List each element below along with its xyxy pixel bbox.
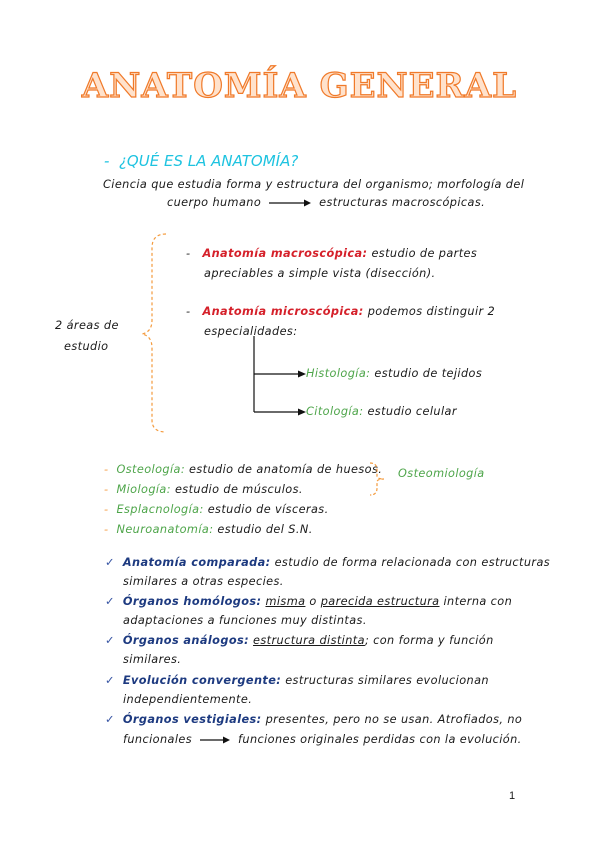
list-item bbox=[104, 483, 303, 496]
macro-text: estudio de partes bbox=[367, 247, 478, 260]
list-text: estudio de vísceras. bbox=[203, 503, 329, 516]
check-term: Órganos análogos: bbox=[122, 634, 250, 647]
check-item-homologos-line-2: adaptaciones a funciones muy distintas. bbox=[123, 614, 367, 627]
check-term: Anatomía comparada: bbox=[122, 556, 271, 569]
histologia-term: Histología: bbox=[306, 367, 371, 380]
check-item-vestigiales-line-2 bbox=[123, 733, 522, 746]
specialty-arrows bbox=[248, 334, 308, 418]
heading-dash: - bbox=[104, 152, 110, 170]
citologia-term: Citología: bbox=[306, 405, 364, 418]
macro-line-1 bbox=[186, 247, 477, 260]
check-text: presentes, pero no se usan. Atrofiados, no bbox=[261, 713, 523, 726]
check-text: ; con forma y función bbox=[364, 634, 494, 647]
histologia-line bbox=[306, 367, 482, 380]
check-item-analogos bbox=[105, 634, 494, 647]
check-item-homologos bbox=[105, 595, 512, 608]
check-text: estudio de forma relacionada con estructuras bbox=[270, 556, 551, 569]
check-item-comparada-line-2: similares a otras especies. bbox=[123, 575, 284, 588]
micro-line-2: especialidades: bbox=[204, 325, 298, 338]
micro-line-1 bbox=[186, 305, 495, 318]
list-text: estudio de músculos. bbox=[170, 483, 303, 496]
page-title: ANATOMÍA GENERAL bbox=[81, 66, 518, 106]
check-term: Órganos homólogos: bbox=[122, 595, 262, 608]
histologia-text: estudio de tejidos bbox=[370, 367, 483, 380]
check-text: funcionales bbox=[123, 733, 193, 746]
list-dash: - bbox=[104, 503, 109, 516]
check-icon: ✓ bbox=[105, 713, 115, 726]
definition-line-1: Ciencia que estudia forma y estructura del organismo; morfología del bbox=[103, 178, 525, 191]
check-term: Órganos vestigiales: bbox=[122, 713, 262, 726]
check-icon: ✓ bbox=[105, 674, 115, 687]
underlined-word: misma bbox=[265, 595, 306, 608]
areas-bracket bbox=[140, 228, 170, 438]
micro-dash: - bbox=[186, 305, 191, 318]
list-text: estudio de anatomía de huesos. bbox=[185, 463, 383, 476]
definition-part-a: cuerpo humano bbox=[167, 196, 262, 209]
list-term: Esplacnología: bbox=[116, 503, 204, 516]
page-number: 1 bbox=[509, 790, 516, 802]
check-item-comparada bbox=[105, 556, 550, 569]
micro-text: podemos distinguir 2 bbox=[363, 305, 496, 318]
list-term: Miología: bbox=[116, 483, 171, 496]
micro-term: Anatomía microscópica: bbox=[202, 305, 364, 318]
heading-text: ¿QUÉ ES LA ANATOMÍA? bbox=[118, 152, 299, 170]
list-item bbox=[104, 523, 313, 536]
arrow-right-icon bbox=[199, 735, 231, 745]
definition-part-b: estructuras macroscópicas. bbox=[319, 196, 486, 209]
list-dash: - bbox=[104, 463, 109, 476]
check-item-convergente bbox=[105, 674, 489, 687]
osteo-bracket bbox=[368, 460, 390, 498]
section-heading bbox=[104, 152, 298, 170]
check-text: o bbox=[305, 595, 321, 608]
check-text: estructuras similares evolucionan bbox=[281, 674, 489, 687]
check-icon: ✓ bbox=[105, 556, 115, 569]
arrow-right-icon bbox=[268, 198, 312, 208]
check-term: Evolución convergente: bbox=[122, 674, 282, 687]
list-dash: - bbox=[104, 483, 109, 496]
list-term: Osteología: bbox=[116, 463, 186, 476]
check-item-convergente-line-2: independientemente. bbox=[123, 693, 253, 706]
macro-dash: - bbox=[186, 247, 191, 260]
macro-term: Anatomía macroscópica: bbox=[202, 247, 368, 260]
list-text: estudio del S.N. bbox=[213, 523, 313, 536]
list-dash: - bbox=[104, 523, 109, 536]
check-text: interna con bbox=[439, 595, 513, 608]
check-icon: ✓ bbox=[105, 634, 115, 647]
underlined-word: estructura distinta bbox=[253, 634, 365, 647]
list-term: Neuroanatomía: bbox=[116, 523, 214, 536]
areas-label-line-2: estudio bbox=[64, 340, 109, 353]
citologia-line bbox=[306, 405, 457, 418]
check-item-analogos-line-2: similares. bbox=[123, 653, 182, 666]
list-item bbox=[104, 503, 329, 516]
citologia-text: estudio celular bbox=[363, 405, 457, 418]
macro-line-2: apreciables a simple vista (disección). bbox=[204, 267, 436, 280]
osteo-group-label: Osteomiología bbox=[398, 467, 485, 480]
check-icon: ✓ bbox=[105, 595, 115, 608]
areas-label-line-1: 2 áreas de bbox=[55, 319, 119, 332]
list-item bbox=[104, 463, 382, 476]
underlined-word: parecida estructura bbox=[320, 595, 440, 608]
definition-line-2 bbox=[167, 196, 485, 209]
check-item-vestigiales bbox=[105, 713, 522, 726]
check-text: funciones originales perdidas con la evolución. bbox=[238, 733, 522, 746]
